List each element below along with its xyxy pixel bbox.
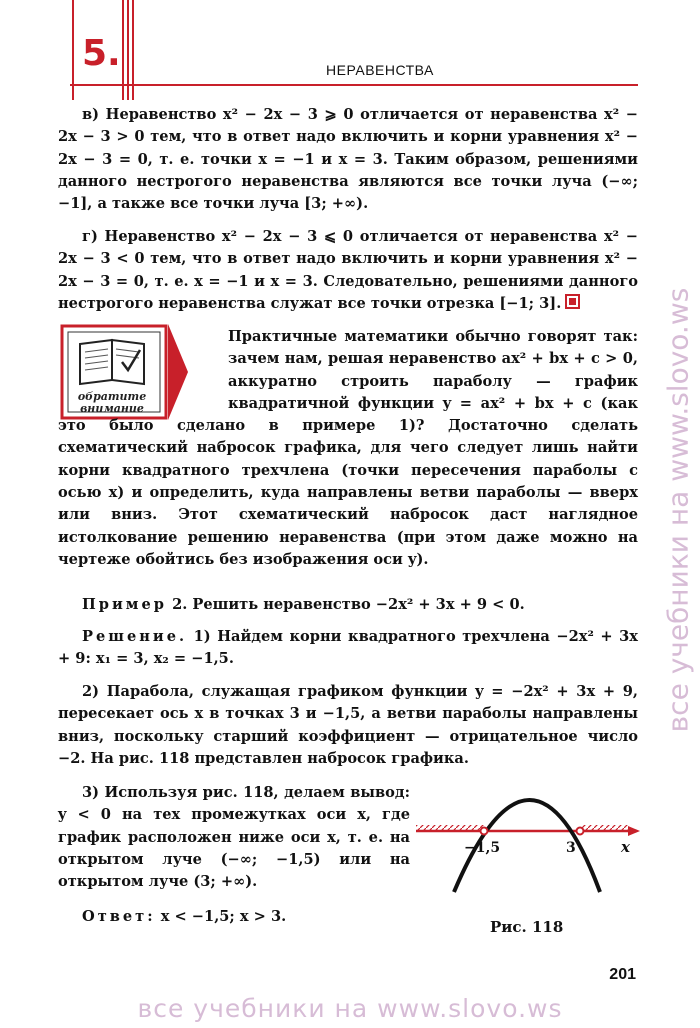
chapter-number: 5.: [82, 33, 121, 74]
side-watermark-text: все учебники на www.slovo.ws: [661, 287, 695, 733]
axis-arrow-icon: [628, 826, 640, 836]
example-statement: 2. Решить неравенство −2x² + 3x + 9 < 0.: [172, 596, 525, 613]
solution-step-3: 3) Используя рис. 118, делаем вывод: y < 0 на тех промежутках оси x, где график расположен ниже оси x, т. е. на открытом луче (−∞; −1,5) или на открытом луче (3; +∞).: [58, 784, 410, 891]
axis-label-x: x: [621, 838, 630, 856]
example-heading: [58, 594, 638, 616]
paragraph-g: [58, 226, 638, 315]
root-point-left: [481, 828, 488, 835]
tick-label-right: 3: [566, 840, 576, 856]
page-header: [0, 0, 700, 100]
solution-step-2: 2) Парабола, служащая графиком функции y = −2x² + 3x + 9, пересекает ось x в точках 3 и −1,5, а ветви параболы направлены вниз, поскольку старший коэффициент — отрицательное число −2. На рис. 118 представлен набросок графика.: [58, 683, 638, 767]
paragraph-v: в) Неравенство x² − 2x − 3 ⩾ 0 отличается от неравенства x² − 2x − 3 > 0 тем, что в ответ надо включить и корни уравнения x² − 2x − 3 = 0, т. е. точки x = −1 и x = 3. Таким образом, решениями данного нестрогого неравенства являются все точки луча (−∞; −1], а также все точки луча [3; +∞).: [58, 106, 638, 213]
header-underline: [70, 84, 638, 86]
side-watermark: [658, 120, 698, 900]
solution-step-1-text: 1) Найдем корни квадратного трехчлена −2x² + 3x + 9: x₁ = 3, x₂ = −1,5.: [58, 628, 638, 668]
solution-label: Решение.: [82, 628, 188, 645]
paragraph-g-text: г) Неравенство x² − 2x − 3 ⩽ 0 отличается от неравенства x² − 2x − 3 < 0 тем, что в ответ надо включить и корни уравнения x² − 2x − 3 = 0, т. е. x = −1 и x = 3. Следовательно, решениями данного нестрогого неравенства служат все точки отрезка [−1; 3].: [58, 228, 638, 312]
root-point-right: [577, 828, 584, 835]
answer-label: Ответ:: [82, 908, 156, 925]
page-number: 201: [609, 966, 636, 983]
note-text: [58, 326, 638, 571]
tick-label-left: −1,5: [464, 840, 501, 856]
figure-parabola: [414, 780, 644, 900]
note-paragraph: Практичные математики обычно говорят так: зачем нам, решая неравенство ax² + bx + c > 0, аккуратно строить параболу — график квадратичной функции y = ax² + bx + c (как это было сделано в примере 1)? Достаточно сделать схематический набросок графика, для чего следует лишь найти корни квадратного трехчлена (точки пересечения параболы с осью x) и определить, куда направлены ветви параболы — вверх или вниз. Этот схематический набросок даст наглядное истолкование решению неравенства (при этом даже можно на чертеже обойтись без изображения оси y).: [58, 328, 638, 568]
answer-text: x < −1,5; x > 3.: [160, 908, 287, 925]
attention-label-2: внимание: [80, 402, 144, 415]
example-label: Пример: [82, 596, 167, 613]
chapter-title: НЕРАВЕНСТВА: [326, 62, 434, 78]
bottom-watermark[interactable]: все учебники на www.slovo.ws: [137, 994, 563, 1023]
attention-label-1: обратите: [77, 390, 147, 403]
figure-caption: Рис. 118: [490, 918, 564, 936]
end-of-solution-icon: [565, 294, 580, 309]
solution-step-1: [58, 626, 638, 671]
